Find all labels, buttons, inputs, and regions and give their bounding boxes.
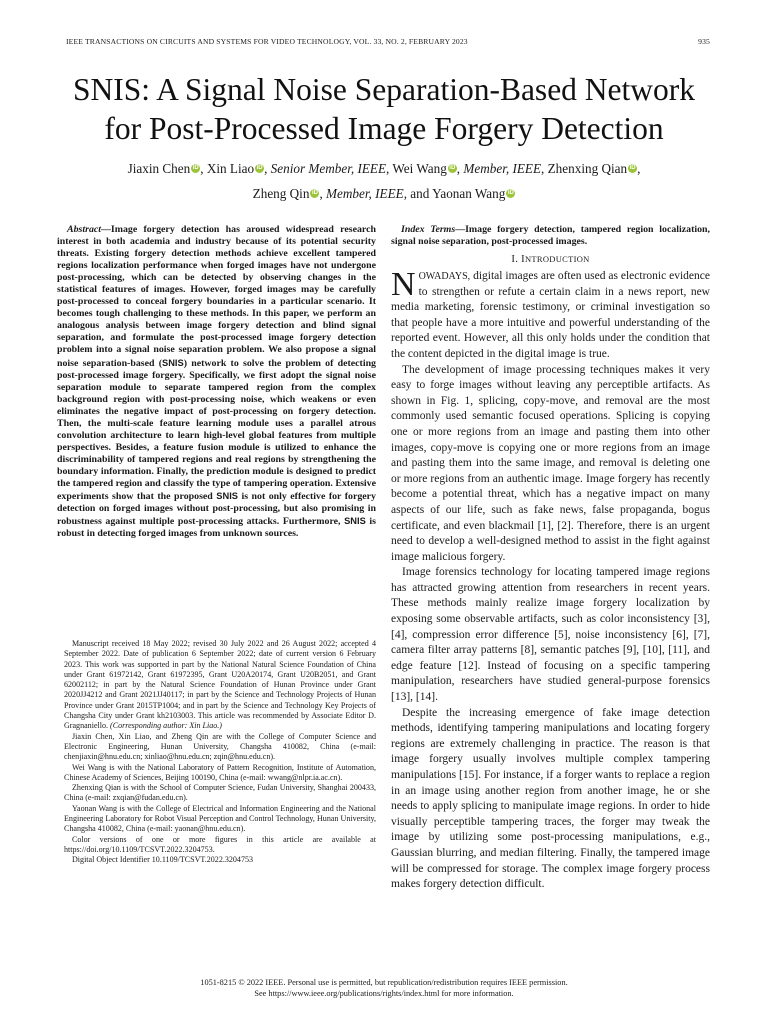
index-terms-label: Index Terms bbox=[401, 224, 456, 235]
abstract-text-3: is not only effective for forgery detection on forged images without post-processing, but also promising in robustness against multiple post-processing attacks. Furthermore, bbox=[57, 491, 376, 528]
footnote-color-versions: Color versions of one or more figures in this article are available at https://doi.org/10.1109/TCSVT.2022.3204753. bbox=[64, 834, 376, 854]
copyright-notice bbox=[60, 977, 708, 999]
abstract-label: Abstract bbox=[67, 224, 102, 235]
footnote-manuscript bbox=[64, 639, 376, 732]
author-name: Zheng Qin bbox=[252, 186, 310, 201]
abstract-text-2: ) network to solve the problem of detecting post-processed image forgery. Specifically, we first adopt the signal noise separation module to separate tampered region from the complex background region with post-processing noise, which weakens or even eliminates the negative impact of post-processing on forgery detection. Then, the multi-scale feature learning module uses a parallel atrous convolution architecture to learn high-level global features from multiple perspectives. Besides, a feature fusion module is utilized to enhance the discriminability of tampered regions and real regions by strengthening the boundary information. Finally, the prediction module is designed to predict the tampered region and classify the type of tampering operation. Extensive experiments show that the proposed bbox=[57, 357, 376, 503]
page-number: 935 bbox=[698, 37, 710, 46]
author-list bbox=[50, 156, 718, 206]
index-terms-dash: — bbox=[455, 224, 466, 235]
intro-paragraph-3: Image forensics technology for locating tampered image regions has attracted growing attention from researchers in recent years. These methods mainly realize image forgery localization by exposing some observable artifacts, such as color inconsistency [3], [4], compression error difference [5], noise inconsistency [6], [7], camera filter array patterns [8], semantic patches [9], [10], [11], and edge feature [12]. Instead of focusing on a specific tampering manipulation, researchers have studied general-purpose forensics [13], [14]. bbox=[391, 566, 710, 704]
orcid-icon[interactable]: iD bbox=[629, 165, 636, 171]
paper-title bbox=[40, 70, 728, 148]
small-caps-lead: OWADAYS, bbox=[418, 271, 471, 282]
author-conjunction: and bbox=[410, 186, 430, 201]
section-heading-initial: I bbox=[521, 254, 525, 265]
author-name: Yaonan Wang bbox=[432, 186, 506, 201]
author-role: Senior Member, IEEE bbox=[270, 161, 387, 176]
copyright-line-1: 1051-8215 © 2022 IEEE. Personal use is permitted, but republication/redistribution requires IEEE permission. bbox=[200, 978, 568, 987]
section-heading-introduction bbox=[391, 254, 710, 265]
running-header bbox=[66, 37, 710, 51]
drop-cap: N bbox=[391, 266, 416, 303]
orcid-icon[interactable]: iD bbox=[192, 165, 199, 171]
author-line-2: Zheng Qin iD , Member, IEEE, and Yaonan Wang iD bbox=[252, 186, 514, 201]
author-name: Zhenxing Qian bbox=[547, 161, 628, 176]
journal-name: IEEE TRANSACTIONS ON CIRCUITS AND SYSTEMS FOR VIDEO TECHNOLOGY, VOL. 33, NO. 2, FEBRUARY 2023 bbox=[66, 37, 468, 46]
title-line-1: SNIS: A Signal Noise Separation-Based Network bbox=[72, 72, 696, 107]
orcid-icon[interactable]: iD bbox=[449, 165, 456, 171]
index-terms bbox=[391, 224, 710, 248]
footnote-affiliation: Yaonan Wang is with the College of Electrical and Information Engineering and the National Engineering Laboratory for Robot Visual Perception and Control Technology, Hunan University, Changsha 410082, China (e-mail: yaonan@hnu.edu.cn). bbox=[64, 803, 376, 834]
abstract-text-1: Image forgery detection has aroused widespread research interest in both academia and industry because of its potential security threats. Existing forgery detection methods achieve excellent tampered regions localization performance when forged images have not undergone post-processing, which can be detected by observing changes in the statistical features of images. However, forged images may be carefully post-processed to conceal forgery boundaries in a particular scenario. It becomes tough challenging to these methods. In this paper, we perform an analogous analysis between image forgery detection and blind signal separation, and formulate the post-processed image forgery detection problem into a signal noise separation problem. We also propose a signal noise separation-based ( bbox=[57, 224, 376, 369]
intro-paragraph-1 bbox=[391, 266, 710, 363]
paragraph-text: digital images are often used as electronic evidence to strengthen or refute a certain claim in a news report, new media marketing, forensic testimony, or criminal investigation so that people have a more intuitive and powerful understanding of the reported event. However, all this only holds under the condition that the content depicted in the digital image is true. bbox=[391, 270, 710, 360]
author-name: Xin Liao bbox=[206, 161, 255, 176]
footnote-text: Manuscript received 18 May 2022; revised 30 July 2022 and 26 August 2022; accepted 4 September 2022. Date of publication 6 September 2022; date of current version 6 February 2023. This work was supported in part by the National Natural Science Foundation of China under Grant 61972142, Grant 61972395, Grant U20A20174, Grant U20B2051, and Grant 62002112; in part by the Natural Science Foundation of Hunan Province under Grant 2020JJ4212 and Grant 2021JJ40117; in part by the Science and Technology Projects of Hunan Province under Grant 2015TP1004; and in part by the Science and Technology Key Projects of Changsha City under Grant kh2103003. This article was recommended by Associate Editor D. Gragnaniello. bbox=[64, 639, 376, 731]
orcid-icon[interactable]: iD bbox=[311, 190, 318, 196]
section-heading-rest: NTRODUCTION bbox=[524, 254, 590, 264]
footnote-affiliation: Wei Wang is with the National Laboratory of Pattern Recognition, Institute of Automation, Chinese Academy of Sciences, Beijing 100190, China (e-mail: wwang@nlpr.ia.ac.cn). bbox=[64, 762, 376, 782]
abstract bbox=[57, 224, 376, 540]
right-column bbox=[391, 224, 710, 893]
intro-paragraph-4: Despite the increasing emergence of fake image detection methods, identifying tampering manipulations and locating forgery regions are extremely challenging in practice. The reason is that image forgery usually involves multiple complex tampering manipulations [15]. For instance, if a forger wants to replace a region in an image using another region from another image, he or she needs to apply splicing to manipulate image regions. In order to hide visually perceptible tampering traces, the forger may tweak the image by utilizing some post-processing manipulations, e.g., Gaussian blurring, and median filtering. Finally, the tampered image will be compressed for storage. The complex image forgery process makes forgery detection difficult. bbox=[391, 706, 710, 891]
footnote-affiliation: Zhenxing Qian is with the School of Computer Science, Fudan University, Shanghai 200433, China (e-mail: zxqian@fudan.edu.cn). bbox=[64, 783, 376, 803]
author-name: Wei Wang bbox=[392, 161, 447, 176]
section-numeral: I. bbox=[511, 254, 519, 265]
left-column bbox=[57, 224, 376, 540]
author-role: Member, IEEE bbox=[463, 161, 542, 176]
intro-paragraph-2: The development of image processing techniques makes it very easy to forge images without leaving any perceptible artifacts. As shown in Fig. 1, splicing, copy-move, and removal are the most commonly used semantic focused operations. Splicing is copying one or more regions from an image and pasting them into other images, copy-move is copying one or more regions from an image and pasting them into the same image, and removal is deleting one or more regions from an authentic image. Image forgery has recently become a potential threat, which has a negative impact on many aspects of our life, such as fake news, false propaganda, bogus certificate, and even blackmail [1], [2]. Therefore, there is an urgent need to develop a well-designed method to assist in the fight against image malicious forgery. bbox=[391, 363, 710, 563]
acronym: SNIS bbox=[162, 357, 184, 368]
title-line-2: for Post-Processed Image Forgery Detection bbox=[104, 111, 664, 146]
acronym: SNIS bbox=[344, 516, 366, 527]
author-role: Member, IEEE bbox=[326, 186, 404, 201]
orcid-icon[interactable]: iD bbox=[256, 165, 263, 171]
orcid-icon[interactable]: iD bbox=[507, 190, 514, 196]
footnote bbox=[64, 639, 376, 866]
abstract-text-4: is robust in detecting forged images from unknown sources. bbox=[57, 516, 376, 540]
acronym: SNIS bbox=[216, 491, 238, 502]
footnote-affiliation: Jiaxin Chen, Xin Liao, and Zheng Qin are with the College of Computer Science and Electronic Engineering, Hunan University, Changsha 410082, China (e-mail: chenjiaxin@hnu.edu.cn; xinliao@hnu.edu.cn; zqin@hnu.edu.cn). bbox=[64, 731, 376, 762]
footnote-doi: Digital Object Identifier 10.1109/TCSVT.2022.3204753 bbox=[72, 855, 254, 865]
copyright-line-2: See https://www.ieee.org/publications/rights/index.html for more information. bbox=[254, 989, 514, 998]
author-line-1: Jiaxin Chen iD , Xin Liao iD , Senior Member, IEEE, Wei Wang iD , Member, IEEE, Zhenxing Qian iD , bbox=[127, 161, 641, 176]
author-name: Jiaxin Chen bbox=[127, 161, 191, 176]
index-terms-text: Image forgery detection, tampered region localization, signal noise separation, post-processed images. bbox=[391, 224, 711, 247]
corresponding-author: (Corresponding author: Xin Liao.) bbox=[110, 721, 222, 731]
abstract-dash: — bbox=[101, 224, 111, 235]
